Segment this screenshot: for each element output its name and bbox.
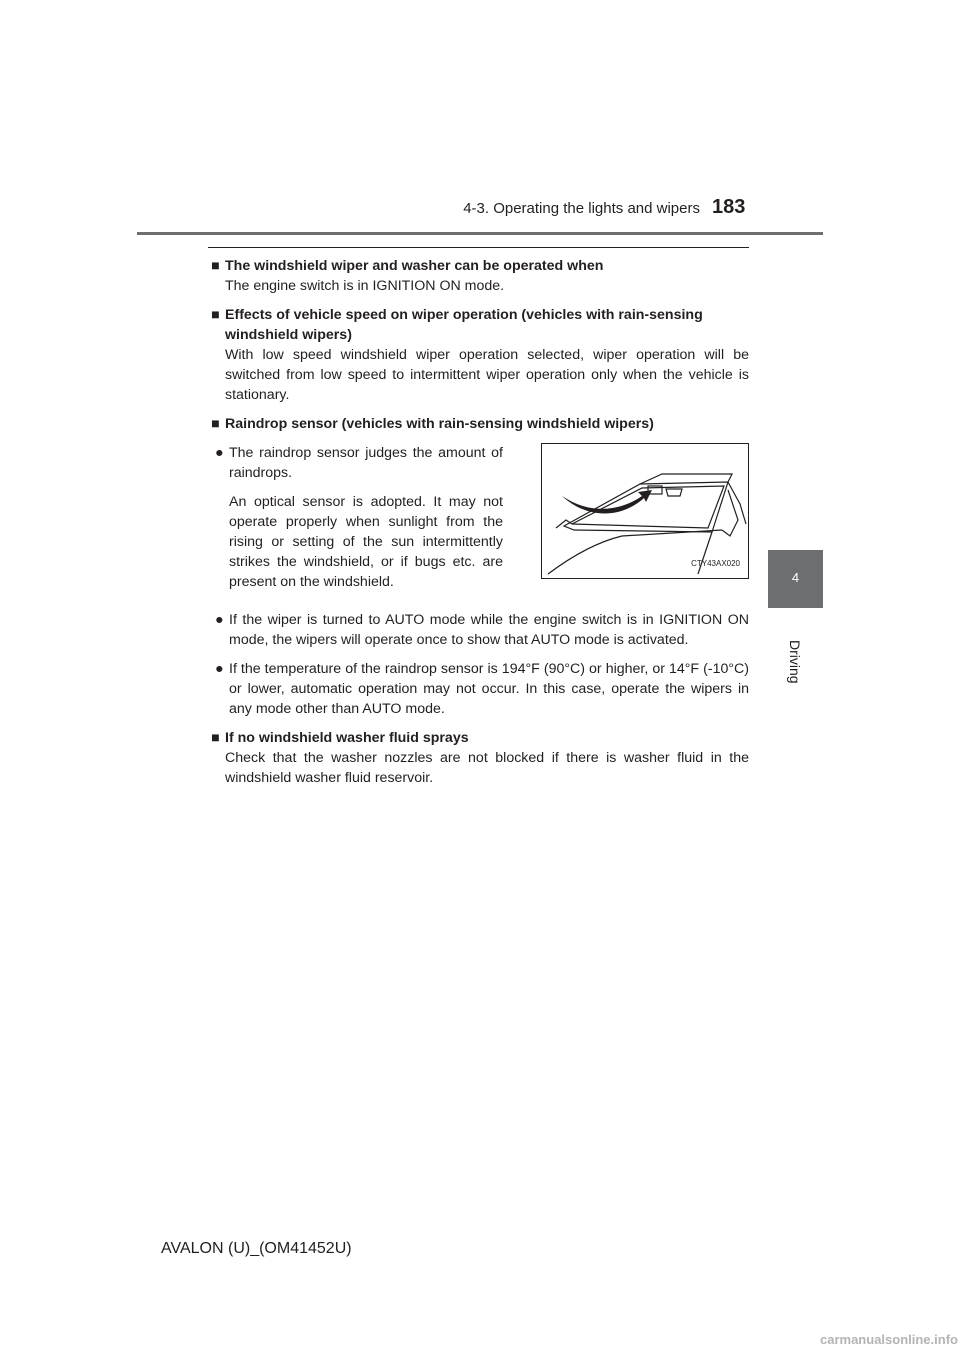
bullet-dot-icon: ● <box>215 612 224 628</box>
square-bullet-icon: ■ <box>211 730 220 746</box>
square-bullet-icon: ■ <box>211 307 220 323</box>
section-heading <box>211 414 749 434</box>
windshield-sensor-figure <box>541 443 749 579</box>
bullet-subtext: An optical sensor is adopted. It may not operate properly when sunlight from the rising or setting of the sun intermittently strikes the windshield, or if bugs etc. are present on the windshield. <box>229 494 503 590</box>
section-body: The engine switch is in IGNITION ON mode. <box>225 278 505 294</box>
chapter-tab[interactable] <box>768 550 823 608</box>
section-heading-text: Effects of vehicle speed on wiper operation (vehicles with rain-sensing windshield wipers) <box>225 307 703 343</box>
list-item <box>211 443 503 601</box>
section-vehicle-speed <box>211 305 749 405</box>
content-rule <box>208 247 749 248</box>
section-heading <box>211 728 749 748</box>
bullet-text: If the temperature of the raindrop sensor is 194°F (90°C) or higher, or 14°F (-10°C) or lower, automatic operation may not occur. In this case, operate the wipers in any mode other than AUTO mode. <box>229 661 749 717</box>
footer-model: AVALON (U)_(OM41452U) <box>161 1240 352 1257</box>
figure-code: CTY43AX020 <box>691 559 740 568</box>
watermark: carmanualsonline.info <box>820 1332 958 1347</box>
header-rule <box>137 232 823 235</box>
chapter-number: 4 <box>791 570 800 585</box>
page-number: 183 <box>712 196 746 218</box>
chapter-label: Driving <box>787 640 803 684</box>
list-item <box>211 610 749 650</box>
section-heading <box>211 305 749 345</box>
section-heading-text: If no windshield washer fluid sprays <box>225 730 469 746</box>
bullet-dot-icon: ● <box>215 445 224 461</box>
square-bullet-icon: ■ <box>211 258 220 274</box>
section-body: Check that the washer nozzles are not blocked if there is washer fluid in the windshield washer fluid reservoir. <box>225 750 749 786</box>
bullet-dot-icon: ● <box>215 661 224 677</box>
content <box>211 256 749 797</box>
section-wiper-operation <box>211 256 749 296</box>
section-body: With low speed windshield wiper operation selected, wiper operation will be switched from low speed to intermittent wiper operation only when the vehicle is stationary. <box>225 347 749 403</box>
bullet-text: The raindrop sensor judges the amount of raindrops. <box>229 445 503 481</box>
list-item <box>211 659 749 719</box>
bullet-text: If the wiper is turned to AUTO mode while the engine switch is in IGNITION ON mode, the wipers will operate once to show that AUTO mode is activated. <box>229 612 749 648</box>
section-heading-text: The windshield wiper and washer can be operated when <box>225 258 604 274</box>
section-heading <box>211 256 749 276</box>
header-section-title: 4-3. Operating the lights and wipers <box>463 200 700 217</box>
section-washer-fluid <box>211 728 749 788</box>
square-bullet-icon: ■ <box>211 416 220 432</box>
section-raindrop-sensor <box>211 414 749 719</box>
section-heading-text: Raindrop sensor (vehicles with rain-sensing windshield wipers) <box>225 416 654 432</box>
